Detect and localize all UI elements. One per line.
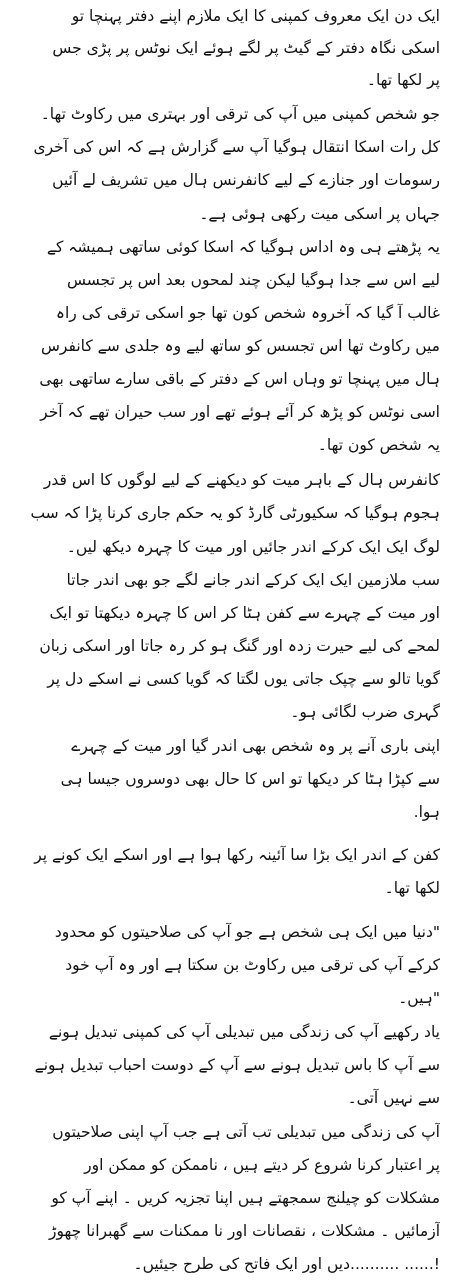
text-line: ہال میں پہنچا تو وہاں اس کے دفتر کے باقی سارے ساتھی بھی [39, 370, 440, 388]
text-line: کفن کے اندر ایک بڑا سا آئینہ رکھا ہوا ہے اور اسکے ایک کونے پر [34, 846, 440, 864]
text-line: لکھا تھا۔ [384, 879, 440, 897]
text-line: سے کپڑا ہٹا کر دیکھا تو اس کا حال بھی دوسروں جیسا ہی [60, 770, 440, 788]
text-line: پر لکھا تھا۔ [366, 71, 440, 89]
text-line: سے آپ کا باس تبدیل ہونے سے آپ کے دوست احباب تبدیل ہونے [34, 1056, 440, 1074]
text-line: لوگ ایک ایک کرکے اندر جائیں اور میت کا چہرہ دیکھ لیں۔ [66, 538, 440, 556]
text-line: ہجوم ہوگیا کہ سکیورٹی گارڈ کو یہ حکم جاری کرنا پڑا کہ سب [30, 504, 440, 522]
text-line: ہوا. [413, 803, 440, 821]
text-line: سے نہیں آتی۔ [347, 1089, 440, 1107]
text-line: لمحے کی لیے حیرت زدہ اور گنگ ہو کر رہ جاتا اور اسکی زبان [39, 637, 440, 655]
text-line: یہ شخص کون تھا۔ [317, 436, 440, 454]
text-line: جو شخص کمپنی میں آپ کی ترقی اور بہتری میں رکاوٹ تھا۔ [40, 105, 440, 123]
text-line: جہاں پر اسکی میت رکھی ہوئی ہے۔ [199, 205, 440, 223]
text-line: سب ملازمین ایک ایک کرکے اندر جانے لگے جو بھی اندر جاتا [66, 571, 440, 589]
text-line: مشکلات کو چیلنج سمجھتے ہیں اپنا تجزیہ کریں ۔ اپنے آپ کو [51, 1189, 440, 1207]
text-line: "دنیا میں ایک ہی شخص ہے جو آپ کی صلاحیتوں کو محدود [54, 923, 440, 941]
text-line: گویا تالو سے چپک جاتی یوں لگتا کہ گویا کسی نے اسکے دل پر [47, 670, 440, 688]
text-line: آپ کی زندگی میں تبدیلی تب آتی ہے جب آپ اپنی صلاحیتوں [52, 1123, 440, 1141]
text-line: کرکے آپ کی ترقی میں رکاوٹ بن سکتا ہے اور وہ آپ خود [65, 956, 440, 974]
text-line: رسومات اور جنازے کے لیے کانفرنس ہال میں تشریف لے آئیں [52, 171, 440, 189]
text-line: یہ پڑھتے ہی وہ اداس ہوگیا کہ اسکا کوئی ساتھی ہمیشہ کے [46, 238, 440, 256]
text-line: ایک دن ایک معروف کمپنی کا ایک ملازم اپنے دفتر پہنچا تو [71, 7, 440, 25]
text-line: یاد رکھیے آپ کی زندگی میں تبدیلی آپ کی کمپنی تبدیل ہونے [48, 1023, 440, 1041]
text-line: غالب آ گیا کہ آخروہ شخص کون تھا جو اسکی ترقی کی راہ [55, 304, 440, 322]
text-line: پر اعتبار کرنا شروع کر دیتے ہیں ، ناممکن کو ممکن اور [84, 1156, 440, 1174]
text-line: اور میت کے چہرے سے کفن ہٹا کر اس کا چہرہ دیکھتا تو ایک [49, 604, 440, 622]
text-line: اسکی نگاہ دفتر کے گیٹ پر لگے ہوئے ایک نوٹس پر پڑی جس [52, 39, 440, 57]
text-line: کانفرس ہال کے باہر میت کو دیکھنے کے لیے لوگوں کا اس قدر [43, 471, 440, 489]
text-line: "ہیں۔ [398, 989, 440, 1007]
text-line: !...... ..........دیں اور ایک فاتح کی طرح جیئیں۔ [133, 1255, 440, 1273]
text-line: میں رکاوٹ تھا اس تجسس کو ساتھ لیے وہ جلدی سے کانفرس [41, 337, 440, 355]
text-line: اپنی باری آنے پر وہ شخص بھی اندر گیا اور میت کے چہرے [71, 737, 440, 755]
text-line: اسی نوٹس کو پڑھ کر آئے ہوئے تھے اور سب حیران تھے کہ آخر [40, 403, 440, 421]
text-line: گہری ضرب لگائی ہو۔ [290, 703, 440, 721]
text-line: لیے اس سے جدا ہوگیا لیکن چند لمحوں بعد اس پر تجسس [66, 271, 440, 289]
text-line: آزمائیں ۔ مشکلات ، نقصانات اور نا ممکنات سے گھبرانا چھوڑ [49, 1222, 440, 1240]
text-line: کل رات اسکا انتقال ہوگیا آپ سے گزارش ہے کہ اس کی آخری [33, 138, 440, 156]
